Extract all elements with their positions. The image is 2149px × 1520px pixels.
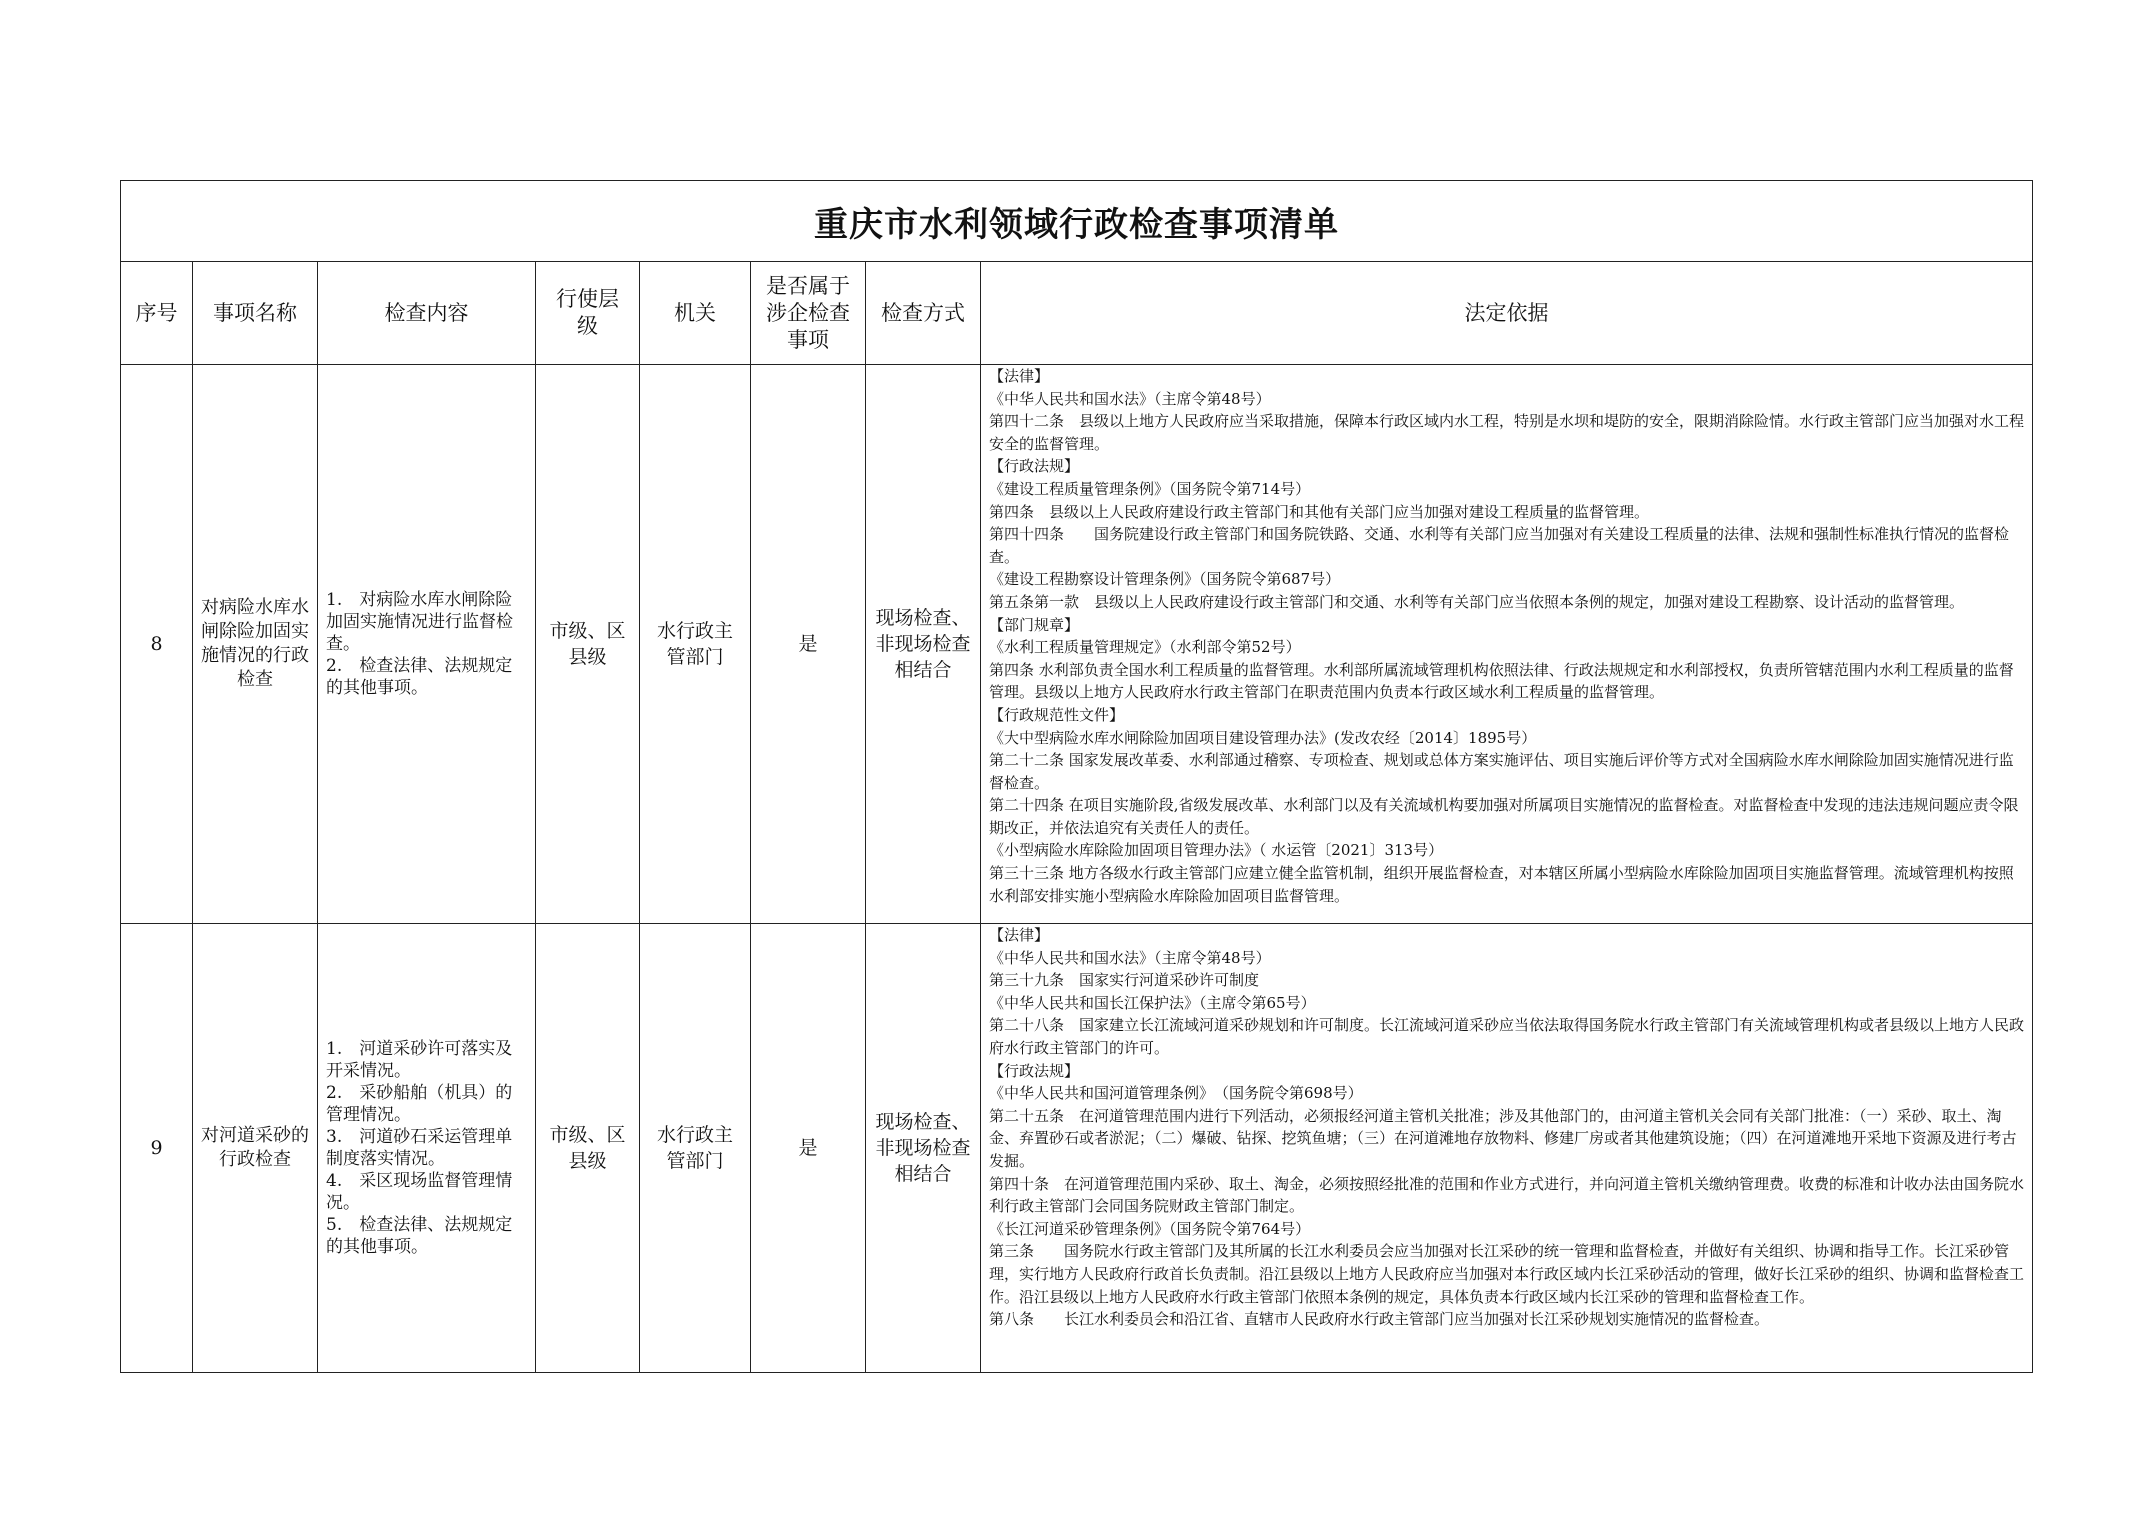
basis-line: 第二十四条 在项目实施阶段,省级发展改革、水利部门以及有关流域机构要加强对所属项目实施情况的监督检查。对监督检查中发现的违法违规问题应责令限期改正，并依法追究有关责任人的责任。 [989, 796, 2019, 837]
header-basis: 法定依据 [981, 262, 2033, 365]
row-no: 8 [121, 365, 193, 924]
basis-line: 【法律】 [989, 926, 1050, 944]
inspection-list-sheet [120, 180, 2032, 1373]
basis-line: 【法律】 [989, 367, 1050, 385]
row-name: 对病险水库水闸除险加固实施情况的行政检查 [193, 365, 318, 924]
basis-line: 第三十三条 地方各级水行政主管部门应建立健全监管机制，组织开展监督检查，对本辖区所属小型病险水库除险加固项目实施监督管理。流域管理机构按照水利部安排实施小型病险水库除险加固项目监督管理。 [989, 864, 2014, 905]
inspection-table [120, 180, 2033, 1373]
row-authority: 水行政主管部门 [640, 924, 751, 1373]
table-row [121, 924, 2033, 1373]
row-content [318, 924, 536, 1373]
row-content [318, 365, 536, 924]
row-method: 现场检查、非现场检查相结合 [866, 365, 981, 924]
basis-line: 《长江河道采砂管理条例》（国务院令第764号） [989, 1219, 1311, 1238]
content-item: 2. 采砂船舶（机具）的管理情况。 [326, 1083, 513, 1125]
content-item: 5. 检查法律、法规规定的其他事项。 [326, 1215, 513, 1257]
basis-line: 《小型病险水库除险加固项目管理办法》（ 水运管〔2021〕313号） [989, 841, 1444, 860]
table-row [121, 365, 2033, 924]
header-name: 事项名称 [193, 262, 318, 365]
basis-line: 第二十八条 国家建立长江流域河道采砂规划和许可制度。长江流域河道采砂应当依法取得国务院水行政主管部门有关流域管理机构或者县级以上地方人民政府水行政主管部门的许可。 [989, 1016, 2025, 1057]
header-method: 检查方式 [866, 262, 981, 365]
basis-line: 【行政法规】 [989, 457, 1080, 476]
row-basis [981, 924, 2033, 1373]
header-authority: 机关 [640, 262, 751, 365]
basis-line: 第四十四条 国务院建设行政主管部门和国务院铁路、交通、水利等有关部门应当加强对有关建设工程质量的法律、法规和强制性标准执行情况的监督检查。 [989, 525, 2010, 566]
basis-line: 第八条 长江水利委员会和沿江省、直辖市人民政府水行政主管部门应当加强对长江采砂规划实施情况的监督检查。 [989, 1310, 1770, 1329]
header-enterprise: 是否属于涉企检查事项 [751, 262, 866, 365]
basis-line: 《水利工程质量管理规定》（水利部令第52号） [989, 638, 1301, 657]
row-level: 市级、区县级 [536, 365, 640, 924]
content-item: 3. 河道砂石采运管理单制度落实情况。 [326, 1127, 513, 1169]
row-no: 9 [121, 924, 193, 1373]
basis-line: 【行政法规】 [989, 1061, 1080, 1080]
header-row [121, 262, 2033, 365]
page-title: 重庆市水利领域行政检查事项清单 [121, 181, 2033, 262]
basis-line: 第五条第一款 县级以上人民政府建设行政主管部门和交通、水利等有关部门应当依照本条例的规定，加强对建设工程勘察、设计活动的监督管理。 [989, 592, 1965, 611]
row-level: 市级、区县级 [536, 924, 640, 1373]
basis-line: 《中华人民共和国水法》（主席令第48号） [989, 389, 1271, 408]
basis-line: 第四十二条 县级以上地方人民政府应当采取措施，保障本行政区域内水工程，特别是水坝和堤防的安全，限期消除险情。水行政主管部门应当加强对水工程安全的监督管理。 [989, 412, 2025, 453]
basis-line: 《中华人民共和国河道管理条例》 （国务院令第698号） [989, 1084, 1363, 1103]
basis-line: 【行政规范性文件】 [989, 705, 1125, 724]
basis-line: 第三条 国务院水行政主管部门及其所属的长江水利委员会应当加强对长江采砂的统一管理和监督检查，并做好有关组织、协调和指导工作。长江采砂管理，实行地方人民政府行政首长负责制。沿江县级以上地方人民政府应当加强对本行政区域内长江采砂活动的管理，做好长江采砂的组织、协调和监督检查工作。沿江县级以上地方人民政府水行政主管部门依照本条例的规定，具体负责本行政区域内长江采砂的管理和监督检查工作。 [989, 1242, 2025, 1306]
basis-line: 第四条 水利部负责全国水利工程质量的监督管理。水利部所属流域管理机构依照法律、行政法规规定和水利部授权，负责所管辖范围内水利工程质量的监督管理。县级以上地方人民政府水行政主管部门在职责范围内负责本行政区域水利工程质量的监督管理。 [989, 660, 2014, 702]
basis-line: 第二十五条 在河道管理范围内进行下列活动，必须报经河道主管机关批准；涉及其他部门的，由河道主管机关会同有关部门批准：（一）采砂、取土、淘金、弃置砂石或者淤泥；（二）爆破、钻探、挖筑鱼塘；（三）在河道滩地存放物料、修建厂房或者其他建筑设施；（四）在河道滩地开采地下资源及进行考古发掘。 [989, 1106, 2017, 1170]
content-item: 2. 检查法律、法规规定的其他事项。 [326, 656, 513, 698]
basis-line: 《大中型病险水库水闸除险加固项目建设管理办法》(发改农经〔2014〕1895号） [989, 728, 1537, 747]
basis-line: 《建设工程勘察设计管理条例》（国务院令第687号） [989, 570, 1341, 589]
basis-line: 《中华人民共和国长江保护法》（主席令第65号） [989, 993, 1316, 1012]
basis-line: 【部门规章】 [989, 615, 1080, 634]
row-basis [981, 365, 2033, 924]
basis-line: 第四条 县级以上人民政府建设行政主管部门和其他有关部门应当加强对建设工程质量的监督管理。 [989, 502, 1650, 521]
basis-line: 《建设工程质量管理条例》（国务院令第714号） [989, 479, 1311, 498]
basis-line: 第三十九条 国家实行河道采砂许可制度 [989, 971, 1260, 990]
row-method: 现场检查、非现场检查相结合 [866, 924, 981, 1373]
row-enterprise: 是 [751, 365, 866, 924]
row-name: 对河道采砂的行政检查 [193, 924, 318, 1373]
basis-line: 第四十条 在河道管理范围内采砂、取土、淘金，必须按照经批准的范围和作业方式进行，并向河道主管机关缴纳管理费。收费的标准和计收办法由国务院水利行政主管部门会同国务院财政主管部门制定。 [989, 1174, 2025, 1216]
basis-line: 第二十二条 国家发展改革委、水利部通过稽察、专项检查、规划或总体方案实施评估、项目实施后评价等方式对全国病险水库水闸除险加固实施情况进行监督检查。 [989, 751, 2014, 792]
header-level: 行使层级 [536, 262, 640, 365]
content-item: 4. 采区现场监督管理情况。 [326, 1171, 513, 1213]
header-no: 序号 [121, 262, 193, 365]
row-enterprise: 是 [751, 924, 866, 1373]
content-item: 1. 对病险水库水闸除险加固实施情况进行监督检查。 [326, 590, 513, 654]
header-content: 检查内容 [318, 262, 536, 365]
basis-line: 《中华人民共和国水法》（主席令第48号） [989, 948, 1271, 967]
content-item: 1. 河道采砂许可落实及开采情况。 [326, 1039, 513, 1081]
row-authority: 水行政主管部门 [640, 365, 751, 924]
